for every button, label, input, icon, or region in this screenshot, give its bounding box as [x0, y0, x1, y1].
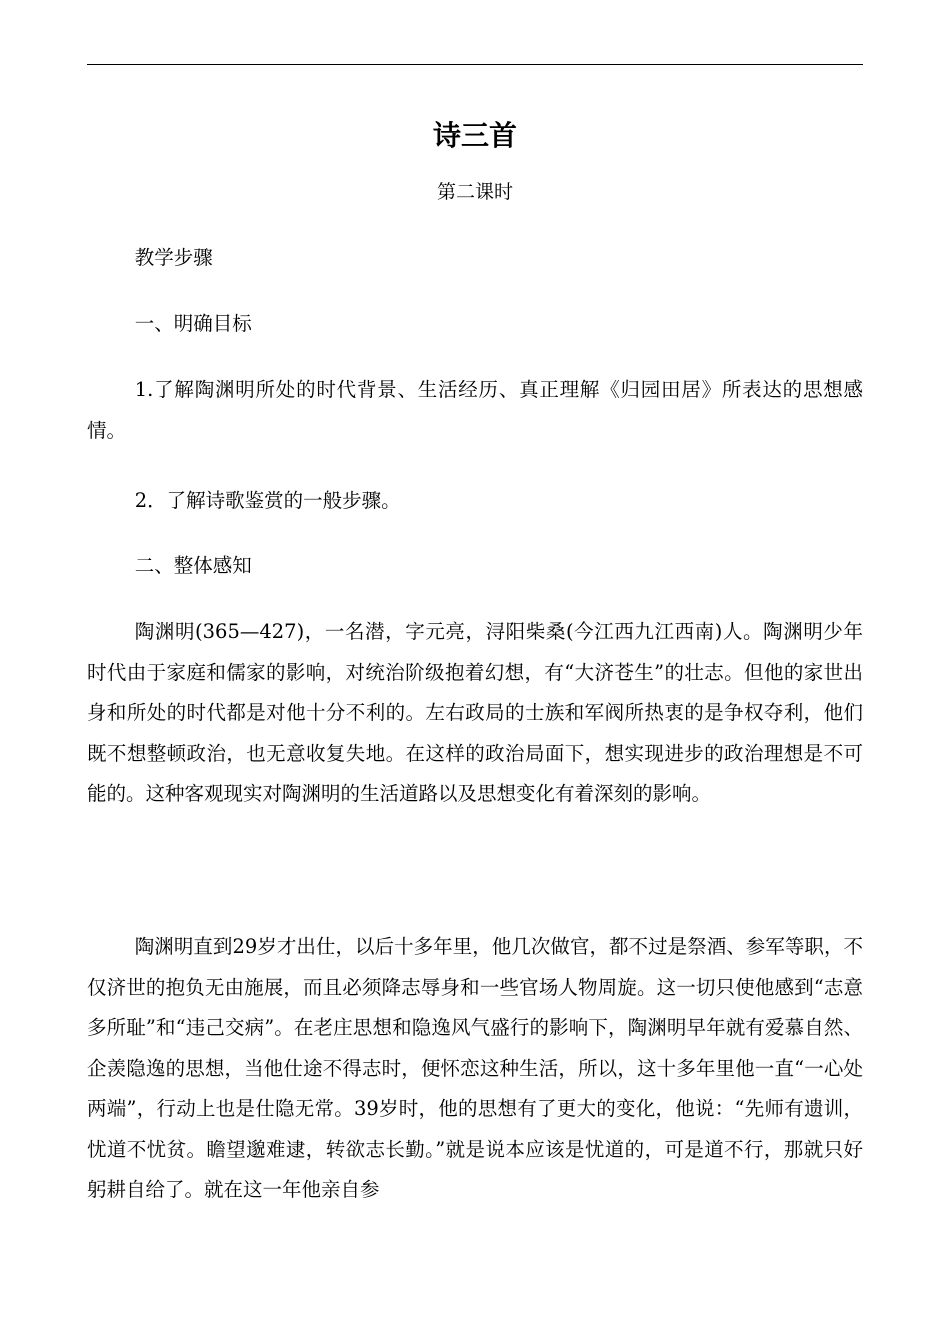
- section-heading-overall-perception: 二、整体感知: [134, 554, 252, 577]
- goal-item-1: 1.了解陶渊明所处的时代背景、生活经历、真正理解《归园田居》所表达的思想感情。: [87, 378, 863, 442]
- section-heading-teaching-steps: 教学步骤: [134, 246, 213, 269]
- section-heading-goals: 一、明确目标: [134, 312, 252, 335]
- page-subtitle: 第二课时: [436, 181, 513, 203]
- body-paragraph-1: 陶渊明(365—427)，一名潜，字元亮，浔阳柴桑(今江西九江西南)人。陶渊明少年时代由于家庭和儒家的影响，对统治阶级抱着幻想，有“大济苍生”的壮志。但他的家世出身和所处的时代都是对他十分不利的。左右政局的士族和军阀所热衷的是争权夺利，他们既不想整顿政治，也无意收复失地。在这样的政治局面下，想实现进步的政治理想是不可能的。这种客观现实对陶渊明的生活道路以及思想变化有着深刻的影响。: [87, 620, 863, 805]
- body-paragraph-2: 陶渊明直到29岁才出仕，以后十多年里，他几次做官，都不过是祭酒、参军等职，不仅济世的抱负无由施展，而且必须降志辱身和一些官场人物周旋。这一切只使他感到“志意多所耻”和“违己交病”。在老庄思想和隐逸风气盛行的影响下，陶渊明早年就有爱慕自然、企羡隐逸的思想，当他仕途不得志时，便怀恋这种生活，所以，这十多年里他一直“一心处两端”，行动上也是仕隐无常。39岁时，他的思想有了更大的变化，他说：“先师有遗训，忧道不忧贫。瞻望邈难逮，转欲志长勤。”就是说本应该是忧道的，可是道不行，那就只好躬耕自给了。就在这一年他亲自参: [87, 935, 863, 1201]
- goal-item-2: 2．了解诗歌鉴赏的一般步骤。: [134, 489, 401, 512]
- header-rule: [87, 64, 863, 65]
- page-title: 诗三首: [432, 119, 517, 152]
